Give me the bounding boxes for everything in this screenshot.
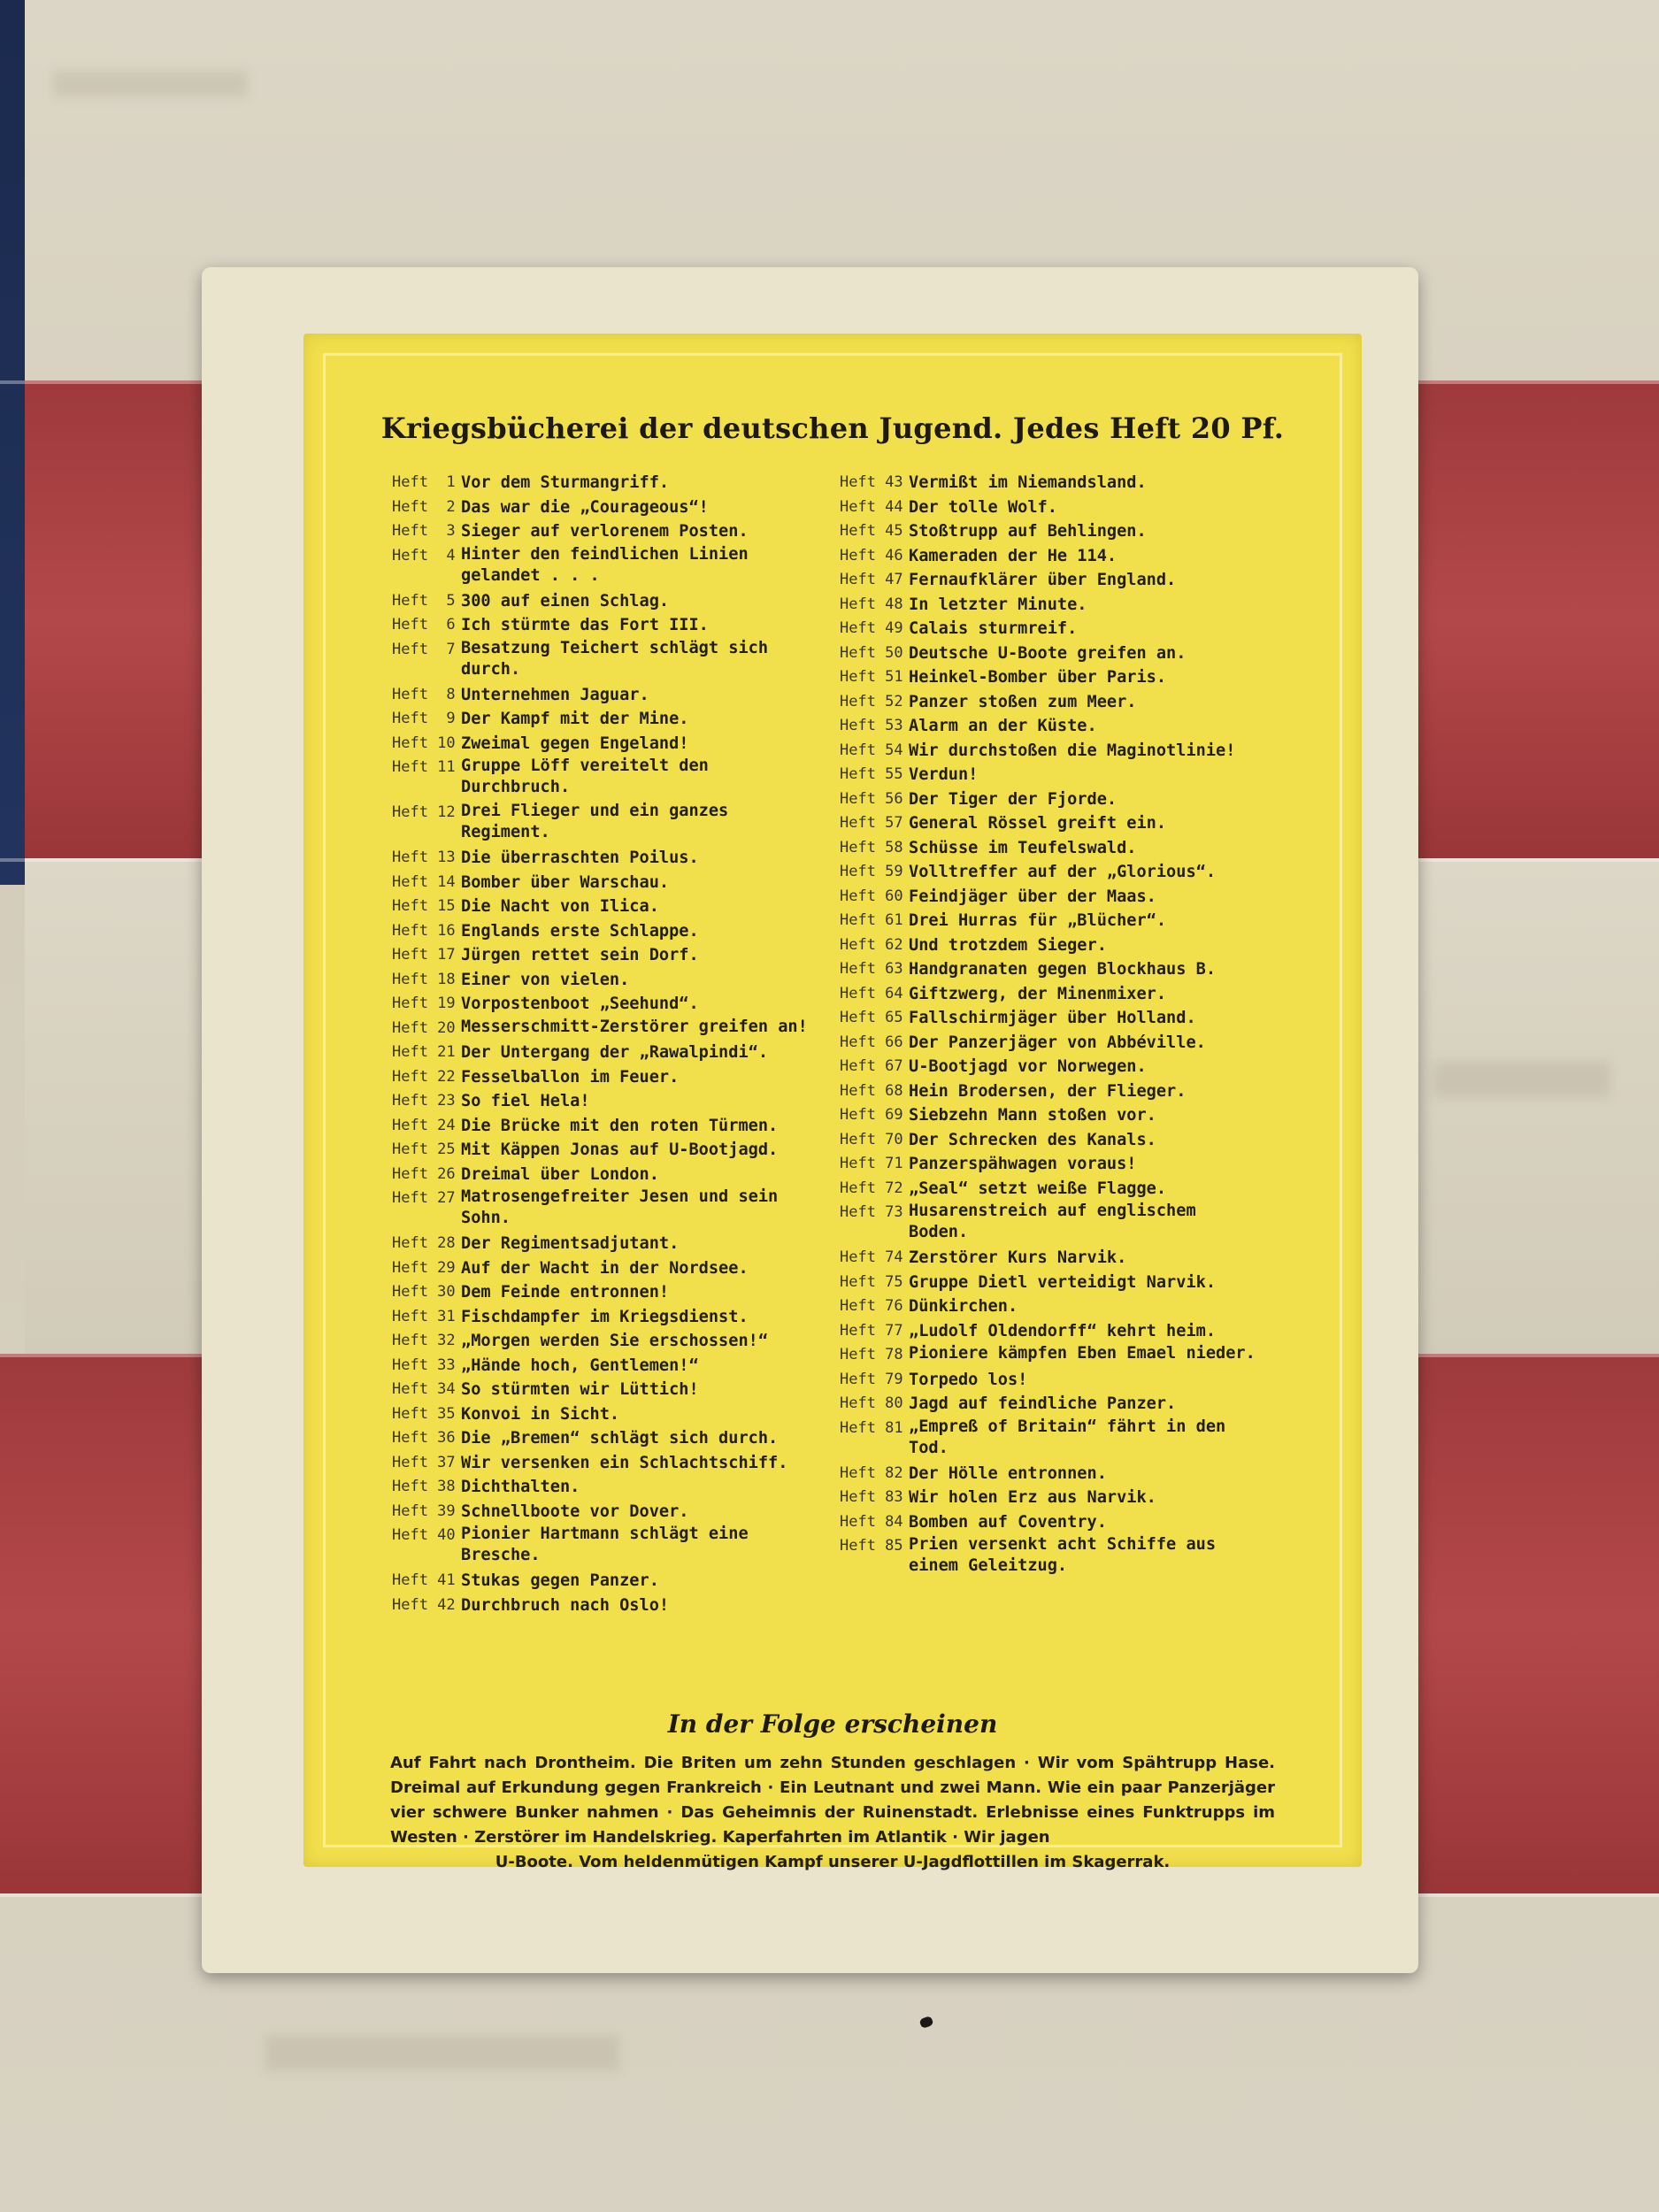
issue-number: Heft 29 — [392, 1258, 456, 1277]
issue-title: Die überraschten Poilus. — [461, 849, 699, 867]
issue-title: Bomben auf Coventry. — [909, 1512, 1107, 1532]
list-item — [392, 1569, 821, 1594]
issue-title: So stürmten wir Lüttich! — [461, 1380, 699, 1399]
issue-number: Heft 47 — [840, 571, 903, 588]
list-item — [840, 714, 1264, 739]
list-item — [840, 1079, 1264, 1104]
issue-number: Heft 76 — [840, 1297, 903, 1315]
issue-title: Wir versenken ein Schlachtschiff. — [461, 1453, 788, 1472]
list-item — [840, 909, 1264, 933]
issue-title: Schnellboote vor Dover. — [461, 1502, 689, 1521]
issue-number: Heft 14 — [392, 872, 456, 891]
issue-title: Jürgen rettet sein Dorf. — [461, 946, 699, 964]
issue-number: Heft 72 — [840, 1179, 903, 1197]
issue-title: U-Bootjagd vor Norwegen. — [909, 1057, 1147, 1076]
issue-title: Gruppe Löff vereitelt den Durchbruch. — [461, 757, 709, 796]
issue-number: Heft 12 — [392, 803, 456, 821]
issue-title: Dünkirchen. — [909, 1297, 1018, 1316]
list-item — [392, 1089, 821, 1114]
issue-title: Panzer stoßen zum Meer. — [909, 692, 1137, 711]
issue-number: Heft 57 — [840, 814, 903, 832]
issue-title: Fernaufklärer über England. — [909, 571, 1177, 589]
list-item — [392, 1402, 821, 1427]
list-item — [840, 568, 1264, 593]
issue-title: Torpedo los! — [909, 1370, 1028, 1389]
issue-number: Heft 7 — [392, 640, 456, 658]
list-item — [392, 1594, 821, 1618]
issue-title: Zweimal gegen Engeland! — [461, 733, 689, 753]
list-item — [392, 968, 821, 993]
issue-title: Husarenstreich auf englischem Boden. — [909, 1202, 1196, 1241]
issue-title: In letzter Minute. — [909, 595, 1087, 614]
list-item — [840, 1319, 1264, 1344]
issue-number: Heft 59 — [840, 863, 903, 880]
issue-title: Pioniere kämpfen Eben Emael nieder. — [909, 1344, 1256, 1363]
issue-title: Verdun! — [909, 765, 979, 784]
list-item — [840, 860, 1264, 885]
list-item — [392, 613, 821, 638]
issue-title: Giftzwerg, der Minenmixer. — [909, 984, 1167, 1003]
list-item — [392, 919, 821, 944]
issue-title: So fiel Hela! — [461, 1092, 590, 1110]
issue-number: Heft 13 — [392, 849, 456, 866]
issue-number: Heft 10 — [392, 733, 456, 752]
issue-number: Heft 15 — [392, 897, 456, 915]
issue-title: Hein Brodersen, der Flieger. — [909, 1081, 1187, 1101]
flag-fold — [1433, 1062, 1610, 1097]
issue-number: Heft 65 — [840, 1009, 903, 1026]
list-item — [392, 992, 821, 1017]
issue-number: Heft 64 — [840, 984, 903, 1002]
list-item — [840, 1486, 1264, 1510]
list-item — [392, 589, 821, 614]
issue-number: Heft 3 — [392, 522, 456, 540]
issue-title: Vor dem Sturmangriff. — [461, 473, 670, 492]
issue-title: Vorpostenboot „Seehund“. — [461, 995, 699, 1013]
issue-number: Heft 66 — [840, 1033, 903, 1051]
issue-number: Heft 73 — [840, 1203, 903, 1221]
issue-number: Heft 33 — [392, 1356, 456, 1374]
issue-number: Heft 25 — [392, 1141, 456, 1158]
list-item — [392, 683, 821, 708]
list-item — [392, 871, 821, 895]
issue-title: Der Schrecken des Kanals. — [909, 1130, 1156, 1149]
issue-number: Heft 48 — [840, 595, 903, 613]
issue-title: Durchbruch nach Oslo! — [461, 1595, 670, 1615]
issue-title: Calais sturmreif. — [909, 619, 1078, 638]
issue-title: Wir holen Erz aus Narvik. — [909, 1488, 1156, 1507]
issue-number: Heft 46 — [840, 546, 903, 565]
issue-number: Heft 30 — [392, 1283, 456, 1301]
issue-title: Der Tiger der Fjorde. — [909, 789, 1118, 809]
list-item — [392, 801, 821, 846]
issue-title: Dichthalten. — [461, 1478, 580, 1496]
issue-number: Heft 2 — [392, 497, 456, 516]
issue-title: Wir durchstoßen die Maginotlinie! — [909, 741, 1236, 760]
list-item — [392, 1475, 821, 1500]
list-item — [840, 1462, 1264, 1486]
list-item — [392, 1451, 821, 1476]
issue-title: Schüsse im Teufelswald. — [909, 838, 1137, 857]
list-item — [392, 1329, 821, 1354]
list-item — [840, 593, 1264, 618]
issue-title: 300 auf einen Schlag. — [461, 591, 670, 611]
issue-title: Zerstörer Kurs Narvik. — [909, 1248, 1127, 1267]
issue-title: Kameraden der He 114. — [909, 546, 1118, 565]
issue-number: Heft 5 — [392, 591, 456, 610]
issue-number: Heft 21 — [392, 1043, 456, 1061]
issue-title: Heinkel-Bomber über Paris. — [909, 668, 1167, 687]
issue-number: Heft 37 — [392, 1453, 456, 1471]
flag-fold — [265, 2035, 619, 2070]
issue-title: Drei Hurras für „Blücher“. — [909, 911, 1167, 930]
flag-canton — [0, 0, 25, 885]
issue-number: Heft 78 — [840, 1346, 903, 1363]
issue-title: Stukas gegen Panzer. — [461, 1571, 659, 1590]
issue-list-right — [840, 471, 1264, 1579]
list-item — [840, 982, 1264, 1007]
list-item — [840, 519, 1264, 544]
issue-title: Die Brücke mit den roten Türmen. — [461, 1116, 779, 1135]
list-item — [392, 638, 821, 683]
list-item — [840, 885, 1264, 910]
issue-title: Der Regimentsadjutant. — [461, 1234, 680, 1253]
issue-title: Vermißt im Niemandsland. — [909, 473, 1147, 492]
list-item — [840, 957, 1264, 982]
issue-number: Heft 28 — [392, 1234, 456, 1252]
issue-title: Ich stürmte das Fort III. — [461, 616, 709, 634]
list-item — [392, 1500, 821, 1525]
list-item — [392, 495, 821, 520]
list-item — [392, 756, 821, 801]
issue-number: Heft 77 — [840, 1321, 903, 1340]
issue-number: Heft 45 — [840, 522, 903, 540]
issue-list-left — [392, 471, 821, 1617]
issue-title: Jagd auf feindliche Panzer. — [909, 1394, 1177, 1413]
list-item — [392, 846, 821, 871]
list-item — [840, 836, 1264, 861]
issue-number: Heft 54 — [840, 741, 903, 759]
list-item — [392, 943, 821, 968]
issue-title: Dreimal über London. — [461, 1164, 659, 1184]
list-item — [392, 1041, 821, 1065]
issue-title: Unternehmen Jaguar. — [461, 685, 649, 704]
list-item — [840, 1392, 1264, 1417]
list-item — [840, 1152, 1264, 1177]
issue-number: Heft 42 — [392, 1595, 456, 1614]
issue-title: Volltreffer auf der „Glorious“. — [909, 863, 1217, 881]
issue-title: „Hände hoch, Gentlemen!“ — [461, 1356, 699, 1375]
issue-number: Heft 51 — [840, 668, 903, 686]
issue-number: Heft 4 — [392, 546, 456, 565]
issue-title: Fischdampfer im Kriegsdienst. — [461, 1307, 749, 1326]
issue-title: Drei Flieger und ein ganzes Regiment. — [461, 802, 729, 841]
list-item — [840, 1128, 1264, 1153]
issue-number: Heft 58 — [840, 838, 903, 856]
issue-number: Heft 71 — [840, 1155, 903, 1172]
issue-title: „Empreß of Britain“ fährt in den Tod. — [909, 1417, 1226, 1457]
issue-title: Siebzehn Mann stoßen vor. — [909, 1106, 1156, 1125]
list-item — [392, 1065, 821, 1090]
issue-number: Heft 31 — [392, 1307, 456, 1325]
issue-number: Heft 79 — [840, 1370, 903, 1388]
issue-title: Englands erste Schlappe. — [461, 921, 699, 941]
list-item — [392, 1354, 821, 1379]
list-item — [392, 1017, 821, 1041]
list-item — [840, 787, 1264, 812]
issue-number: Heft 56 — [840, 789, 903, 808]
list-item — [840, 665, 1264, 690]
booklet-title: Kriegsbücherei der deutschen Jugend. Jedes Heft 20 Pf. — [380, 411, 1285, 445]
list-item — [840, 1271, 1264, 1295]
list-item — [840, 1177, 1264, 1202]
follow-text-last: U-Boote. Vom heldenmütigen Kampf unserer U-Jagdflottillen im Skagerrak. — [495, 1853, 1171, 1871]
list-item — [840, 739, 1264, 764]
issue-number: Heft 40 — [392, 1526, 456, 1544]
list-item — [840, 1201, 1264, 1246]
issue-number: Heft 82 — [840, 1463, 903, 1482]
follow-text — [390, 1751, 1275, 1875]
issue-title: Dem Feinde entronnen! — [461, 1283, 670, 1302]
issue-title: Der Hölle entronnen. — [909, 1463, 1107, 1483]
list-item — [840, 1294, 1264, 1319]
list-item — [392, 1232, 821, 1256]
list-item — [392, 895, 821, 919]
issue-number: Heft 43 — [840, 473, 903, 491]
list-item — [392, 1280, 821, 1305]
issue-number: Heft 83 — [840, 1488, 903, 1506]
list-item — [392, 1114, 821, 1139]
issue-number: Heft 69 — [840, 1106, 903, 1124]
issue-title: „Seal“ setzt weiße Flagge. — [909, 1179, 1167, 1198]
issue-title: General Rössel greift ein. — [909, 814, 1167, 833]
issue-number: Heft 63 — [840, 960, 903, 978]
issue-number: Heft 55 — [840, 765, 903, 783]
issue-number: Heft 36 — [392, 1429, 456, 1447]
issue-title: „Ludolf Oldendorff“ kehrt heim. — [909, 1321, 1217, 1340]
list-item — [840, 811, 1264, 836]
list-item — [392, 1187, 821, 1232]
list-item — [392, 1163, 821, 1187]
list-item — [392, 1305, 821, 1330]
issue-title: Deutsche U-Boote greifen an. — [909, 643, 1187, 663]
issue-number: Heft 11 — [392, 758, 456, 776]
issue-number: Heft 20 — [392, 1018, 456, 1037]
issue-title: Fallschirmjäger über Holland. — [909, 1009, 1196, 1027]
list-item — [840, 495, 1264, 520]
issue-title: Pionier Hartmann schlägt eine Bresche. — [461, 1525, 749, 1564]
issue-title: Der tolle Wolf. — [909, 497, 1057, 517]
list-item — [840, 1343, 1264, 1368]
list-item — [840, 1055, 1264, 1079]
issue-number: Heft 8 — [392, 685, 456, 703]
issue-title: Stoßtrupp auf Behlingen. — [909, 522, 1147, 541]
list-item — [392, 1378, 821, 1402]
list-item — [392, 707, 821, 732]
list-item — [840, 471, 1264, 495]
issue-title: Konvoi in Sicht. — [461, 1404, 620, 1424]
issue-title: Die Nacht von Ilica. — [461, 897, 659, 916]
follow-heading: In der Folge erscheinen — [667, 1709, 998, 1739]
issue-number: Heft 68 — [840, 1081, 903, 1100]
issue-number: Heft 41 — [392, 1571, 456, 1589]
issue-title: Hinter den feindlichen Linien gelandet . . . — [461, 544, 749, 585]
issue-title: Einer von vielen. — [461, 970, 630, 989]
list-item — [840, 933, 1264, 958]
issue-number: Heft 50 — [840, 643, 903, 662]
issue-number: Heft 23 — [392, 1092, 456, 1110]
list-item — [840, 641, 1264, 666]
issue-number: Heft 34 — [392, 1380, 456, 1398]
list-item — [840, 1103, 1264, 1128]
issue-number: Heft 52 — [840, 692, 903, 710]
issue-number: Heft 74 — [840, 1248, 903, 1266]
list-item — [840, 1031, 1264, 1056]
issue-title: Feindjäger über der Maas. — [909, 887, 1156, 906]
issue-number: Heft 61 — [840, 911, 903, 929]
list-item — [840, 1006, 1264, 1031]
issue-title: Handgranaten gegen Blockhaus B. — [909, 960, 1217, 979]
issue-number: Heft 22 — [392, 1067, 456, 1086]
issue-number: Heft 60 — [840, 887, 903, 905]
issue-number: Heft 81 — [840, 1418, 903, 1437]
list-item — [392, 519, 821, 544]
issue-number: Heft 27 — [392, 1189, 456, 1207]
issue-title: Prien versenkt acht Schiffe aus einem Geleitzug. — [909, 1535, 1217, 1575]
issue-number: Heft 44 — [840, 497, 903, 516]
issue-title: Das war die „Courageous“! — [461, 497, 709, 517]
issue-title: Der Panzerjäger von Abbéville. — [909, 1033, 1206, 1052]
issue-number: Heft 26 — [392, 1164, 456, 1183]
issue-number: Heft 32 — [392, 1332, 456, 1349]
issue-number: Heft 17 — [392, 946, 456, 964]
issue-number: Heft 1 — [392, 473, 456, 491]
list-item — [840, 763, 1264, 787]
booklet-back-cover — [202, 267, 1418, 1973]
issue-number: Heft 53 — [840, 717, 903, 734]
list-item — [840, 690, 1264, 715]
list-item — [392, 1524, 821, 1569]
issue-title: Matrosengefreiter Jesen und sein Sohn. — [461, 1187, 779, 1227]
issue-title: Die „Bremen“ schlägt sich durch. — [461, 1429, 779, 1448]
issue-number: Heft 67 — [840, 1057, 903, 1075]
issue-title: Besatzung Teichert schlägt sich durch. — [461, 638, 769, 679]
list-item — [840, 1417, 1264, 1462]
issue-number: Heft 6 — [392, 616, 456, 634]
yellow-panel — [303, 334, 1362, 1871]
issue-title: Der Kampf mit der Mine. — [461, 710, 689, 728]
flag-fold — [53, 71, 248, 97]
list-item — [840, 1510, 1264, 1535]
issue-number: Heft 70 — [840, 1130, 903, 1148]
list-item — [840, 1534, 1264, 1579]
list-item — [392, 471, 821, 495]
list-item — [840, 1368, 1264, 1393]
issue-number: Heft 75 — [840, 1272, 903, 1291]
issue-number: Heft 38 — [392, 1478, 456, 1495]
issue-title: Messerschmitt-Zerstörer greifen an! — [461, 1017, 808, 1036]
issue-title: Auf der Wacht in der Nordsee. — [461, 1258, 749, 1278]
issue-number: Heft 18 — [392, 970, 456, 988]
list-item — [392, 1256, 821, 1281]
list-item — [840, 544, 1264, 569]
issue-number: Heft 9 — [392, 710, 456, 727]
issue-title: Sieger auf verlorenem Posten. — [461, 522, 749, 541]
list-item — [840, 1246, 1264, 1271]
issue-title: Alarm an der Küste. — [909, 717, 1097, 735]
issue-number: Heft 39 — [392, 1502, 456, 1520]
issue-number: Heft 35 — [392, 1404, 456, 1423]
issue-title: Und trotzdem Sieger. — [909, 935, 1107, 955]
list-item — [392, 1138, 821, 1163]
issue-number: Heft 85 — [840, 1537, 903, 1555]
list-item — [392, 544, 821, 589]
issue-title: Fesselballon im Feuer. — [461, 1067, 680, 1087]
issue-title: Mit Käppen Jonas auf U-Bootjagd. — [461, 1141, 779, 1159]
issue-title: „Morgen werden Sie erschossen!“ — [461, 1332, 769, 1350]
issue-title: Gruppe Dietl verteidigt Narvik. — [909, 1272, 1217, 1292]
issue-number: Heft 62 — [840, 935, 903, 954]
list-item — [840, 617, 1264, 641]
list-item — [392, 1426, 821, 1451]
issue-number: Heft 80 — [840, 1394, 903, 1412]
issue-title: Bomber über Warschau. — [461, 872, 670, 892]
issue-title: Panzerspähwagen voraus! — [909, 1155, 1137, 1173]
issue-number: Heft 84 — [840, 1512, 903, 1531]
list-item — [392, 732, 821, 757]
issue-number: Heft 49 — [840, 619, 903, 637]
follow-text-body: Auf Fahrt nach Drontheim. Die Briten um zehn Stunden geschlagen · Wir vom Spähtrupp Hase. Dreimal auf Erkundung gegen Frankreich · Ein Leutnant und zwei Mann. Wie ein paar Panzerjäger vier schwere Bunker nahmen · Das Geheimnis der Ruinenstadt. Erlebnisse eines Funktrupps im Westen · Zerstörer im Handelskrieg. Kaperfahrten im Atlantik · Wir jagen — [390, 1754, 1275, 1847]
issue-number: Heft 19 — [392, 995, 456, 1012]
issue-number: Heft 16 — [392, 921, 456, 940]
issue-number: Heft 24 — [392, 1116, 456, 1134]
issue-title: Der Untergang der „Rawalpindi“. — [461, 1043, 769, 1062]
